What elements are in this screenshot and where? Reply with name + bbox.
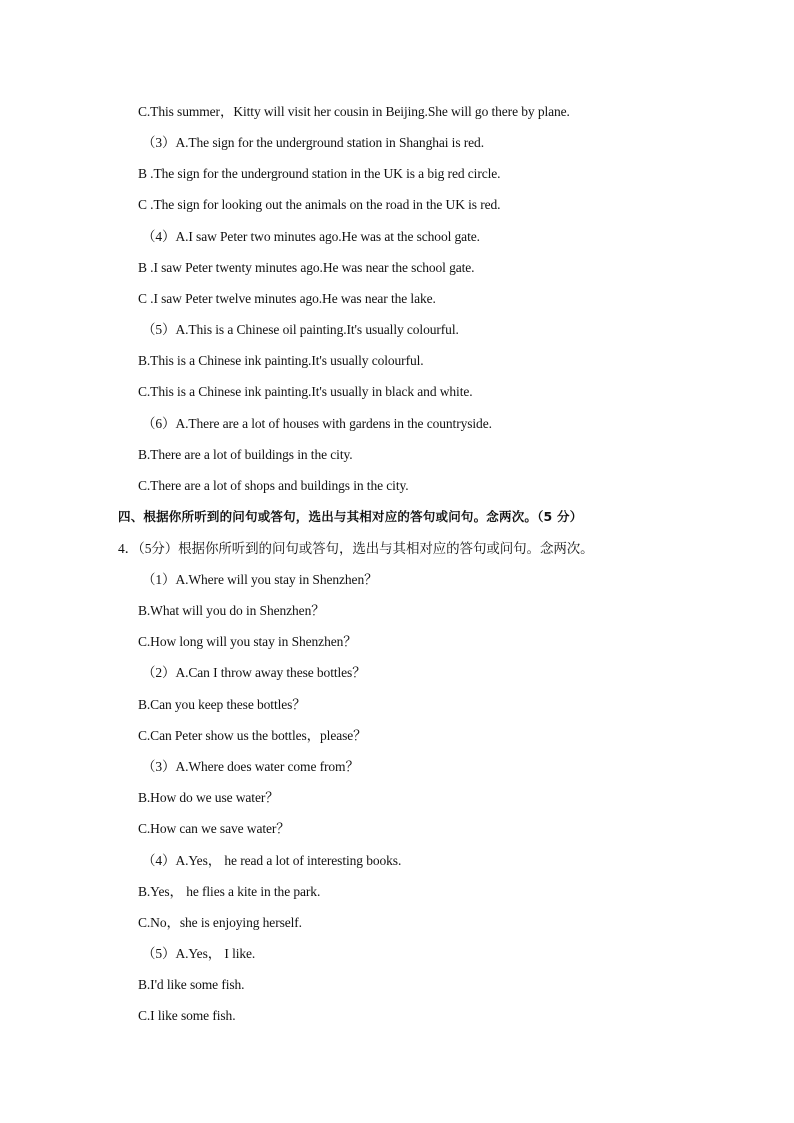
part4-q2-option-a: （2）A.Can I throw away these bottles？ [142,665,366,680]
part4-q3-option-a: （3）A.Where does water come from？ [142,759,359,774]
part3-q4-option-b: B .I saw Peter twenty minutes ago.He was near the school gate. [138,260,475,275]
part3-q6-option-c: C.There are a lot of shops and buildings in the city. [138,478,409,493]
part4-q2-option-b: B.Can you keep these bottles？ [138,697,306,712]
part4-q5-option-b: B.I'd like some fish. [138,977,245,992]
part3-q6-option-a: （6）A.There are a lot of houses with gardens in the countryside. [142,416,492,431]
part4-q1-option-a: （1）A.Where will you stay in Shenzhen？ [142,572,378,587]
part3-q3-option-a: （3）A.The sign for the underground station in Shanghai is red. [142,135,484,150]
part4-heading: 四、根据你所听到的问句或答句，选出与其相对应的答句或问句。念两次。（5 分） [118,509,583,524]
part4-q1-option-b: B.What will you do in Shenzhen？ [138,603,325,618]
part4-q4-option-c: C.No，she is enjoying herself. [138,915,302,930]
part4-question-intro: 4．（5分）根据你所听到的问句或答句，选出与其相对应的答句或问句。念两次。 [118,541,594,556]
part3-q6-option-b: B.There are a lot of buildings in the city. [138,447,353,462]
part3-q5-option-b: B.This is a Chinese ink painting.It's usually colourful. [138,353,424,368]
part4-q5-option-a: （5）A.Yes， I like. [142,946,256,961]
part4-q3-option-c: C.How can we save water？ [138,821,290,836]
part3-q4-option-c: C .I saw Peter twelve minutes ago.He was near the lake. [138,291,436,306]
part3-q4-option-a: （4）A.I saw Peter two minutes ago.He was at the school gate. [142,229,480,244]
part3-q2-option-c: C.This summer，Kitty will visit her cousin in Beijing.She will go there by plane. [138,104,570,119]
part4-q1-option-c: C.How long will you stay in Shenzhen？ [138,634,357,649]
part4-q4-option-a: （4）A.Yes， he read a lot of interesting books. [142,853,402,868]
part3-q3-option-b: B .The sign for the underground station in the UK is a big red circle. [138,166,501,181]
part4-q4-option-b: B.Yes， he flies a kite in the park. [138,884,321,899]
part4-q2-option-c: C.Can Peter show us the bottles，please？ [138,728,367,743]
part3-q5-option-a: （5）A.This is a Chinese oil painting.It's usually colourful. [142,322,459,337]
part4-q5-option-c: C.I like some fish. [138,1008,236,1023]
part3-q3-option-c: C .The sign for looking out the animals on the road in the UK is red. [138,197,501,212]
part3-q5-option-c: C.This is a Chinese ink painting.It's usually in black and white. [138,384,473,399]
part4-q3-option-b: B.How do we use water？ [138,790,279,805]
